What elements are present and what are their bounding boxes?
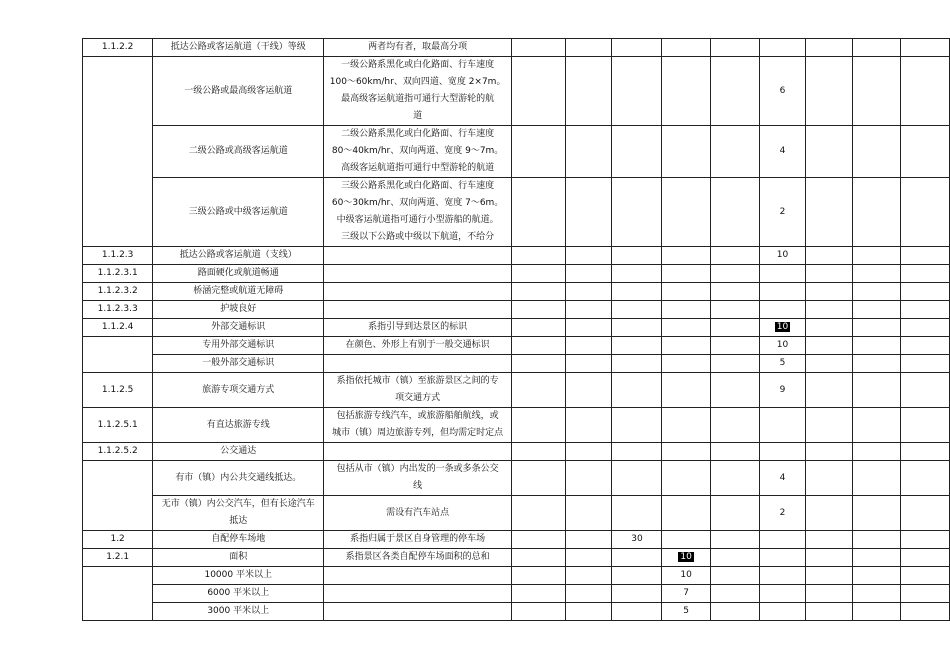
item-number: 1.1.2.4	[83, 319, 153, 337]
item-description: 三级公路系黑化或白化路面、行车速度 60～30km/hr、双向两道、宽度 7～6m。 中级客运航道指可通行小型游船的航道。 三级以下公路或中级以下航道，不给分	[324, 178, 512, 247]
table-row	[83, 603, 950, 621]
item-name: 公交通达	[153, 443, 324, 461]
score: 4	[760, 461, 805, 496]
item-name: 抵达公路或客运航道（支线）	[153, 247, 324, 265]
table-row	[83, 567, 950, 585]
score: 10	[760, 247, 805, 265]
item-number: 1.1.2.3.1	[83, 265, 153, 283]
table-row	[83, 443, 950, 461]
item-number: 1.1.2.3.2	[83, 283, 153, 301]
table-row	[83, 355, 950, 373]
item-name: 自配停车场地	[153, 531, 324, 549]
score: 10	[760, 337, 805, 355]
table-row	[83, 319, 950, 337]
item-name: 外部交通标识	[153, 319, 324, 337]
item-description: 系指归属于景区自身管理的停车场	[324, 531, 512, 549]
score: 10	[662, 567, 710, 585]
item-number	[83, 337, 153, 373]
item-number	[83, 57, 153, 247]
item-name: 三级公路或中级客运航道	[153, 178, 324, 247]
item-name: 6000 平米以上	[153, 585, 324, 603]
table-row	[83, 301, 950, 319]
table-row	[83, 57, 950, 126]
item-description: 需设有汽车站点	[324, 496, 512, 531]
item-description: 包括从市（镇）内出发的一条或多条公交 线	[324, 461, 512, 496]
item-name: 专用外部交通标识	[153, 337, 324, 355]
score: 5	[760, 355, 805, 373]
table-row	[83, 461, 950, 496]
item-description: 在颜色、外形上有别于一般交通标识	[324, 337, 512, 355]
score: 7	[662, 585, 710, 603]
item-name: 一般外部交通标识	[153, 355, 324, 373]
scoring-table	[82, 38, 950, 621]
item-number: 1.1.2.5.2	[83, 443, 153, 461]
score	[662, 549, 710, 567]
item-name: 3000 平米以上	[153, 603, 324, 621]
item-number	[83, 567, 153, 621]
score: 9	[760, 373, 805, 408]
item-name: 护坡良好	[153, 301, 324, 319]
item-name: 旅游专项交通方式	[153, 373, 324, 408]
score: 4	[760, 126, 805, 178]
item-name: 二级公路或高级客运航道	[153, 126, 324, 178]
item-number: 1.2	[83, 531, 153, 549]
item-description: 一级公路系黑化或白化路面、行车速度 100～60km/hr、双向四道、宽度 2×7m。 最高级客运航道指可通行大型游轮的航 道	[324, 57, 512, 126]
item-name: 桥涵完整或航道无障碍	[153, 283, 324, 301]
table-row	[83, 283, 950, 301]
table-row	[83, 531, 950, 549]
highlighted-score: 10	[776, 322, 789, 332]
score: 30	[612, 531, 662, 549]
table-row	[83, 178, 950, 247]
score	[760, 319, 805, 337]
table-row	[83, 337, 950, 355]
item-description: 系指引导到达景区的标识	[324, 319, 512, 337]
item-name: 有直达旅游专线	[153, 408, 324, 443]
table-row	[83, 585, 950, 603]
item-description: 二级公路系黑化或白化路面、行车速度 80～40km/hr、双向两道、宽度 9～7m。 高级客运航道指可通行中型游轮的航道	[324, 126, 512, 178]
item-number: 1.1.2.5	[83, 373, 153, 408]
item-name: 抵达公路或客运航道（干线）等级	[153, 39, 324, 57]
item-number: 1.1.2.3	[83, 247, 153, 265]
item-description: 系指依托城市（镇）至旅游景区之间的专 项交通方式	[324, 373, 512, 408]
item-description: 系指景区各类自配停车场面积的总和	[324, 549, 512, 567]
item-description: 两者均有者，取最高分项	[324, 39, 512, 57]
highlighted-score: 10	[680, 552, 692, 562]
table-row	[83, 265, 950, 283]
item-name: 面积	[153, 549, 324, 567]
item-name: 有市（镇）内公共交通线抵达。	[153, 461, 324, 496]
item-name: 路面硬化或航道畅通	[153, 265, 324, 283]
table-row	[83, 126, 950, 178]
score: 2	[760, 178, 805, 247]
item-number: 1.1.2.2	[83, 39, 153, 57]
score: 6	[760, 57, 805, 126]
table-row	[83, 39, 950, 57]
item-number: 1.2.1	[83, 549, 153, 567]
table-row	[83, 247, 950, 265]
table-row	[83, 496, 950, 531]
item-description: 包括旅游专线汽车，或旅游船舶航线，或 城市（镇）周边旅游专列，但均需定时定点	[324, 408, 512, 443]
item-number: 1.1.2.3.3	[83, 301, 153, 319]
table-row	[83, 373, 950, 408]
item-number	[83, 461, 153, 531]
table-row	[83, 408, 950, 443]
table-row	[83, 549, 950, 567]
score: 2	[760, 496, 805, 531]
score: 5	[662, 603, 710, 621]
item-name: 10000 平米以上	[153, 567, 324, 585]
item-name: 无市（镇）内公交汽车，但有长途汽车 抵达	[153, 496, 324, 531]
item-number: 1.1.2.5.1	[83, 408, 153, 443]
item-name: 一级公路或最高级客运航道	[153, 57, 324, 126]
